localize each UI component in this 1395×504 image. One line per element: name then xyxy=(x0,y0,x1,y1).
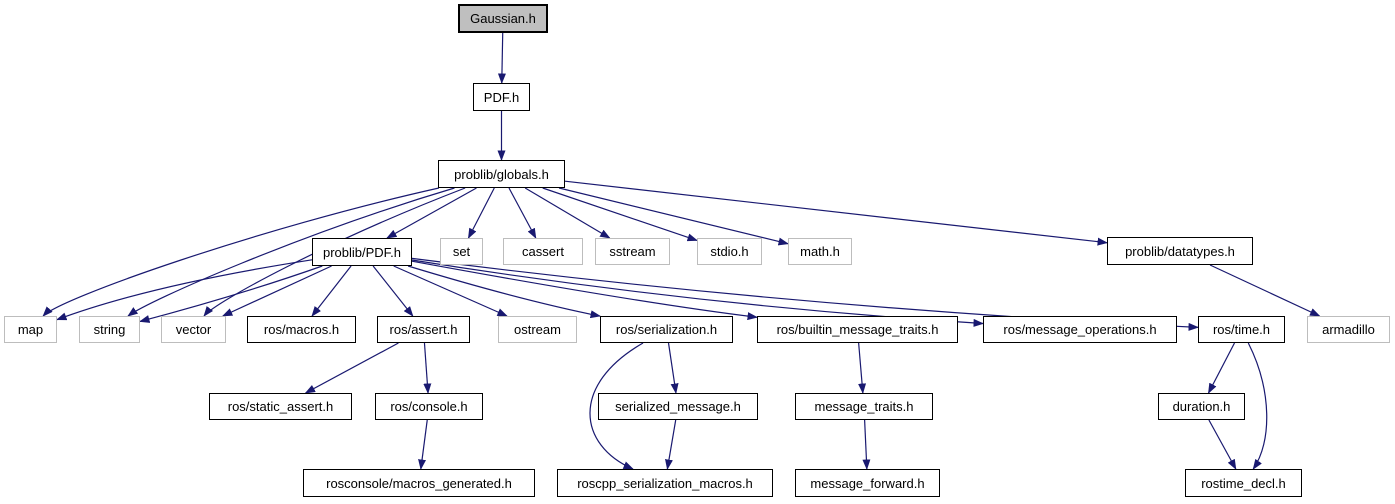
node-set: set xyxy=(440,238,483,265)
edge-duration-rostime xyxy=(1209,420,1236,469)
edge-problib_pdf-map xyxy=(57,260,312,320)
node-ostream: ostream xyxy=(498,316,577,343)
node-roscppser[interactable]: roscpp_serialization_macros.h xyxy=(557,469,773,497)
node-assert[interactable]: ros/assert.h xyxy=(377,316,470,343)
edge-problib_pdf-vector xyxy=(223,266,332,316)
edge-gaussian-pdf xyxy=(502,33,503,83)
node-stdio: stdio.h xyxy=(697,238,762,265)
node-rostime[interactable]: rostime_decl.h xyxy=(1185,469,1302,497)
edge-time-rostime xyxy=(1248,343,1266,469)
edge-problib_pdf-ostream xyxy=(394,266,507,316)
node-rosconsole[interactable]: rosconsole/macros_generated.h xyxy=(303,469,535,497)
node-serialization[interactable]: ros/serialization.h xyxy=(600,316,733,343)
node-msgtraits[interactable]: message_traits.h xyxy=(795,393,933,420)
node-armadillo: armadillo xyxy=(1307,316,1390,343)
node-gaussian: Gaussian.h xyxy=(458,4,548,33)
edge-assert-console xyxy=(424,343,428,393)
node-sstream: sstream xyxy=(595,238,670,265)
node-static_assert[interactable]: ros/static_assert.h xyxy=(209,393,352,420)
edge-globals-stdio xyxy=(543,188,697,240)
edge-globals-set xyxy=(468,188,494,238)
node-problib_pdf[interactable]: problib/PDF.h xyxy=(312,238,412,266)
node-cassert: cassert xyxy=(503,238,583,265)
edge-globals-datatypes xyxy=(565,181,1107,243)
node-globals[interactable]: problib/globals.h xyxy=(438,160,565,188)
node-string: string xyxy=(79,316,140,343)
edge-msgtraits-msgforward xyxy=(865,420,867,469)
edge-problib_pdf-builtin xyxy=(412,261,757,317)
edge-globals-math xyxy=(559,188,788,244)
node-time[interactable]: ros/time.h xyxy=(1198,316,1285,343)
node-msgops[interactable]: ros/message_operations.h xyxy=(983,316,1177,343)
node-vector: vector xyxy=(161,316,226,343)
node-map: map xyxy=(4,316,57,343)
edge-problib_pdf-assert xyxy=(373,266,413,316)
node-pdf[interactable]: PDF.h xyxy=(473,83,530,111)
edge-console-rosconsole xyxy=(421,420,427,469)
node-serialized[interactable]: serialized_message.h xyxy=(598,393,758,420)
edge-serialization-serialized xyxy=(669,343,676,393)
node-math: math.h xyxy=(788,238,852,265)
edge-assert-static_assert xyxy=(306,343,399,393)
edge-globals-cassert xyxy=(509,188,536,238)
node-datatypes[interactable]: problib/datatypes.h xyxy=(1107,237,1253,265)
edge-problib_pdf-macros xyxy=(312,266,351,316)
edge-builtin-msgtraits xyxy=(859,343,863,393)
edge-globals-sstream xyxy=(525,188,610,238)
node-duration[interactable]: duration.h xyxy=(1158,393,1245,420)
edge-serialized-roscppser xyxy=(667,420,675,469)
node-macros[interactable]: ros/macros.h xyxy=(247,316,356,343)
node-msgforward[interactable]: message_forward.h xyxy=(795,469,940,497)
edge-time-duration xyxy=(1209,343,1235,393)
node-builtin[interactable]: ros/builtin_message_traits.h xyxy=(757,316,958,343)
edge-datatypes-armadillo xyxy=(1210,265,1319,316)
node-console[interactable]: ros/console.h xyxy=(375,393,483,420)
